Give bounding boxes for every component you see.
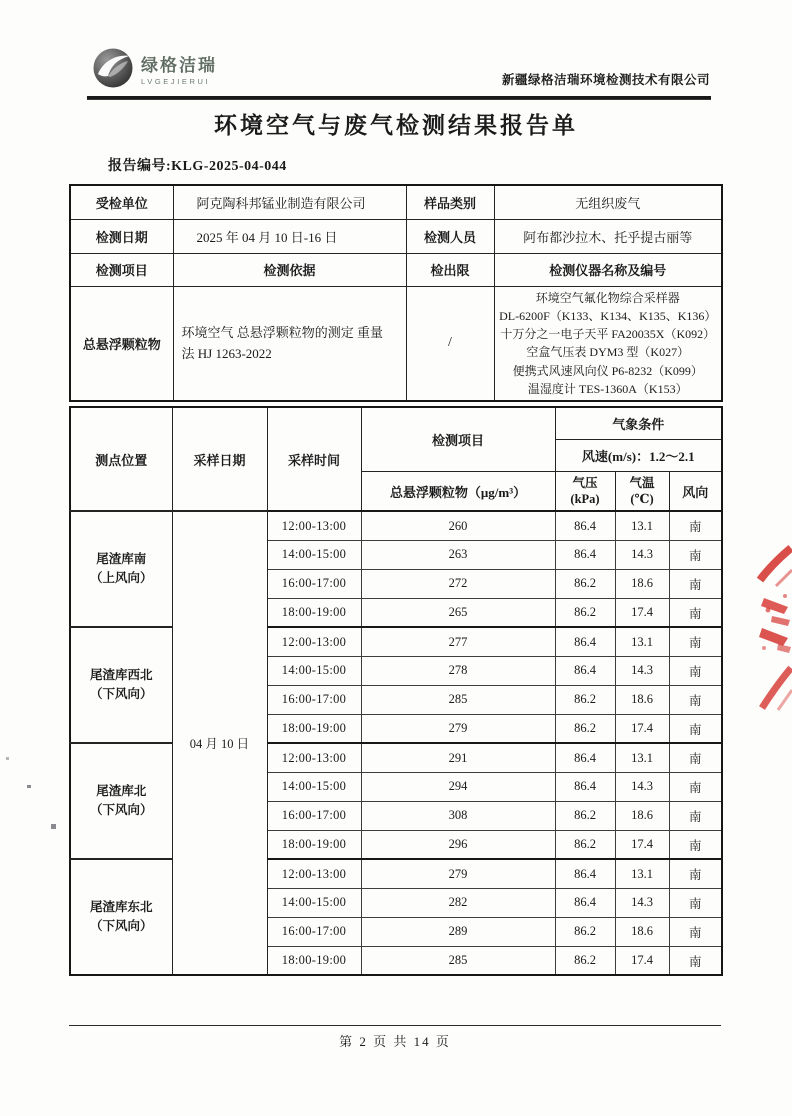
tsp-value-cell: 265 — [361, 598, 555, 627]
tsp-value-cell: 289 — [361, 917, 555, 946]
point-location-header: 测点位置 — [70, 407, 172, 511]
detection-limit-header: 检出限 — [406, 253, 494, 286]
page-header — [0, 0, 792, 96]
location-cell — [70, 859, 172, 975]
location-line: 尾渣库西北 — [89, 668, 153, 683]
pressure-value-cell: 86.4 — [555, 540, 615, 569]
page-title: 环境空气与废气检测结果报告单 — [214, 113, 578, 138]
tsp-value-cell: 294 — [361, 772, 555, 801]
sampling-date-header: 采样日期 — [172, 407, 267, 511]
location-line: （下风向） — [89, 919, 153, 934]
temperature-value-cell: 17.4 — [615, 598, 669, 627]
tsp-value-cell: 277 — [361, 627, 555, 656]
inspected-unit-label: 受检单位 — [70, 185, 173, 219]
temperature-value-cell: 17.4 — [615, 714, 669, 743]
location-cell — [70, 511, 172, 627]
pressure-value-cell: 86.4 — [555, 859, 615, 888]
tsp-value-cell: 285 — [361, 685, 555, 714]
instrument-item: 便携式风速风向仪 P6-8232（K099） — [512, 363, 703, 378]
tsp-value-cell: 285 — [361, 946, 555, 975]
time-cell: 16:00-17:00 — [267, 801, 361, 830]
temperature-value-cell: 18.6 — [615, 569, 669, 598]
time-cell: 12:00-13:00 — [267, 627, 361, 656]
logo-text — [141, 51, 217, 86]
wind-value-cell: 南 — [669, 859, 722, 888]
wind-value-cell: 南 — [669, 917, 722, 946]
pressure-value-cell: 86.2 — [555, 685, 615, 714]
wind-value-cell: 南 — [669, 830, 722, 859]
tsp-value-cell: 282 — [361, 888, 555, 917]
wind-value-cell: 南 — [669, 946, 722, 975]
report-number-label: 报告编号: — [108, 159, 172, 174]
pressure-value-cell: 86.2 — [555, 830, 615, 859]
temperature-value-cell: 14.3 — [615, 888, 669, 917]
report-number-value: KLG-2025-04-044 — [171, 159, 287, 174]
pressure-column-header — [555, 471, 615, 511]
tsp-value-cell: 279 — [361, 859, 555, 888]
method-line: 法 HJ 1263-2022 — [181, 346, 272, 362]
tsp-value-cell: 296 — [361, 830, 555, 859]
leaf-globe-icon — [92, 47, 134, 89]
time-cell: 18:00-19:00 — [267, 946, 361, 975]
report-number — [108, 155, 792, 175]
company-name: 新疆绿格洁瑞环境检测技术有限公司 — [501, 73, 710, 87]
time-cell: 16:00-17:00 — [267, 685, 361, 714]
location-line: （下风向） — [89, 803, 153, 818]
temperature-unit: (℃) — [630, 492, 654, 507]
tsp-value-cell: 278 — [361, 656, 555, 685]
logo-name-cn: 绿格洁瑞 — [141, 55, 217, 75]
pressure-value-cell: 86.4 — [555, 772, 615, 801]
test-personnel-label: 检测人员 — [406, 219, 494, 253]
scan-speck — [6, 757, 9, 760]
info-table — [69, 184, 723, 402]
temperature-value-cell: 14.3 — [615, 540, 669, 569]
location-line: 尾渣库南 — [96, 552, 147, 567]
pressure-value-cell: 86.4 — [555, 888, 615, 917]
tsp-column-header: 总悬浮颗粒物（μg/m³） — [361, 471, 555, 511]
pressure-value-cell: 86.4 — [555, 656, 615, 685]
wind-value-cell: 南 — [669, 743, 722, 772]
pressure-value-cell: 86.2 — [555, 917, 615, 946]
weather-conditions-header: 气象条件 — [555, 407, 722, 439]
table-row — [70, 743, 722, 772]
time-cell: 12:00-13:00 — [267, 859, 361, 888]
tsp-value-cell: 308 — [361, 801, 555, 830]
time-cell: 18:00-19:00 — [267, 830, 361, 859]
red-seal-fragment-icon — [752, 540, 792, 716]
location-line: （下风向） — [89, 687, 153, 702]
method-cell — [173, 286, 406, 401]
tsp-value-cell: 260 — [361, 511, 555, 540]
location-line: 尾渣库北 — [96, 784, 147, 799]
instrument-item: 十万分之一电子天平 FA20035X（K092） — [500, 327, 716, 342]
time-cell: 16:00-17:00 — [267, 569, 361, 598]
header-rule — [87, 96, 711, 100]
test-item-column-header: 检测项目 — [361, 407, 555, 471]
temperature-value-cell: 17.4 — [615, 830, 669, 859]
table-row — [70, 859, 722, 888]
temperature-value-cell: 18.6 — [615, 801, 669, 830]
time-cell: 14:00-15:00 — [267, 888, 361, 917]
temperature-value-cell: 14.3 — [615, 772, 669, 801]
instrument-header: 检测仪器名称及编号 — [494, 253, 722, 286]
temperature-value-cell: 13.1 — [615, 859, 669, 888]
wind-value-cell: 南 — [669, 888, 722, 917]
tsp-value-cell: 272 — [361, 569, 555, 598]
wind-value-cell: 南 — [669, 656, 722, 685]
test-basis-header: 检测依据 — [173, 253, 406, 286]
sample-type-value: 无组织废气 — [494, 185, 722, 219]
detection-limit-cell: / — [406, 286, 494, 401]
item-name-cell: 总悬浮颗粒物 — [70, 286, 173, 401]
temperature-label: 气温 — [629, 476, 655, 491]
table-row — [70, 286, 722, 401]
temperature-value-cell: 18.6 — [615, 685, 669, 714]
wind-speed-header: 风速(m/s)：1.2～2.1 — [555, 439, 722, 471]
temperature-value-cell: 17.4 — [615, 946, 669, 975]
test-personnel-value: 阿布都沙拉木、托乎提古丽等 — [494, 219, 722, 253]
pressure-unit: (kPa) — [570, 492, 600, 507]
wind-value-cell: 南 — [669, 627, 722, 656]
pressure-value-cell: 86.4 — [555, 511, 615, 540]
test-date-label: 检测日期 — [70, 219, 173, 253]
wind-value-cell: 南 — [669, 598, 722, 627]
table-row — [70, 511, 722, 540]
logo-name-en: LVGEJIERUI — [141, 76, 211, 86]
wind-value-cell: 南 — [669, 801, 722, 830]
instrument-list-cell — [494, 286, 722, 401]
instrument-item: 温湿度计 TES-1360A（K153） — [527, 381, 688, 396]
wind-value-cell: 南 — [669, 714, 722, 743]
page-number-text: 第 2 页 共 14 页 — [339, 1034, 451, 1050]
time-cell: 12:00-13:00 — [267, 743, 361, 772]
sampling-time-header: 采样时间 — [267, 407, 361, 511]
wind-value-cell: 南 — [669, 772, 722, 801]
time-cell: 18:00-19:00 — [267, 714, 361, 743]
instrument-item: 环境空气氟化物综合采样器 — [535, 290, 680, 305]
tsp-value-cell: 263 — [361, 540, 555, 569]
results-table — [69, 406, 723, 976]
scan-speck — [51, 824, 56, 829]
wind-value-cell: 南 — [669, 685, 722, 714]
sample-type-label: 样品类别 — [406, 185, 494, 219]
temperature-column-header — [615, 471, 669, 511]
table-row — [70, 185, 722, 219]
scan-speck — [27, 785, 31, 788]
table-header-row — [70, 253, 722, 286]
time-cell: 12:00-13:00 — [267, 511, 361, 540]
wind-direction-header: 风向 — [669, 471, 722, 511]
time-cell: 14:00-15:00 — [267, 540, 361, 569]
temperature-value-cell: 13.1 — [615, 743, 669, 772]
sample-date-cell: 04 月 10 日 — [172, 511, 267, 975]
wind-value-cell: 南 — [669, 511, 722, 540]
location-line: 尾渣库东北 — [89, 900, 153, 915]
company-logo — [92, 47, 217, 89]
location-line: （上风向） — [89, 571, 153, 586]
test-item-header: 检测项目 — [70, 253, 173, 286]
tsp-value-cell: 279 — [361, 714, 555, 743]
wind-value-cell: 南 — [669, 540, 722, 569]
time-cell: 14:00-15:00 — [267, 656, 361, 685]
method-line: 环境空气 总悬浮颗粒物的测定 重量 — [181, 325, 384, 341]
pressure-value-cell: 86.2 — [555, 598, 615, 627]
results-header-row — [70, 407, 722, 439]
tsp-value-cell: 291 — [361, 743, 555, 772]
page-footer — [69, 1025, 721, 1051]
instrument-item: 空盒气压表 DYM3 型（K027） — [526, 345, 690, 360]
pressure-value-cell: 86.2 — [555, 569, 615, 598]
temperature-value-cell: 13.1 — [615, 511, 669, 540]
inspected-unit-value: 阿克陶科邦锰业制造有限公司 — [173, 185, 406, 219]
pressure-value-cell: 86.2 — [555, 946, 615, 975]
pressure-label: 气压 — [572, 476, 598, 491]
pressure-value-cell: 86.2 — [555, 714, 615, 743]
table-row — [70, 627, 722, 656]
location-cell — [70, 627, 172, 743]
temperature-value-cell: 13.1 — [615, 627, 669, 656]
temperature-value-cell: 14.3 — [615, 656, 669, 685]
location-cell — [70, 743, 172, 859]
temperature-value-cell: 18.6 — [615, 917, 669, 946]
table-row — [70, 219, 722, 253]
pressure-value-cell: 86.2 — [555, 801, 615, 830]
instrument-item: DL-6200F（K133、K134、K135、K136） — [499, 308, 717, 323]
test-date-value: 2025 年 04 月 10 日-16 日 — [173, 219, 406, 253]
wind-value-cell: 南 — [669, 569, 722, 598]
pressure-value-cell: 86.4 — [555, 627, 615, 656]
time-cell: 18:00-19:00 — [267, 598, 361, 627]
time-cell: 16:00-17:00 — [267, 917, 361, 946]
pressure-value-cell: 86.4 — [555, 743, 615, 772]
time-cell: 14:00-15:00 — [267, 772, 361, 801]
